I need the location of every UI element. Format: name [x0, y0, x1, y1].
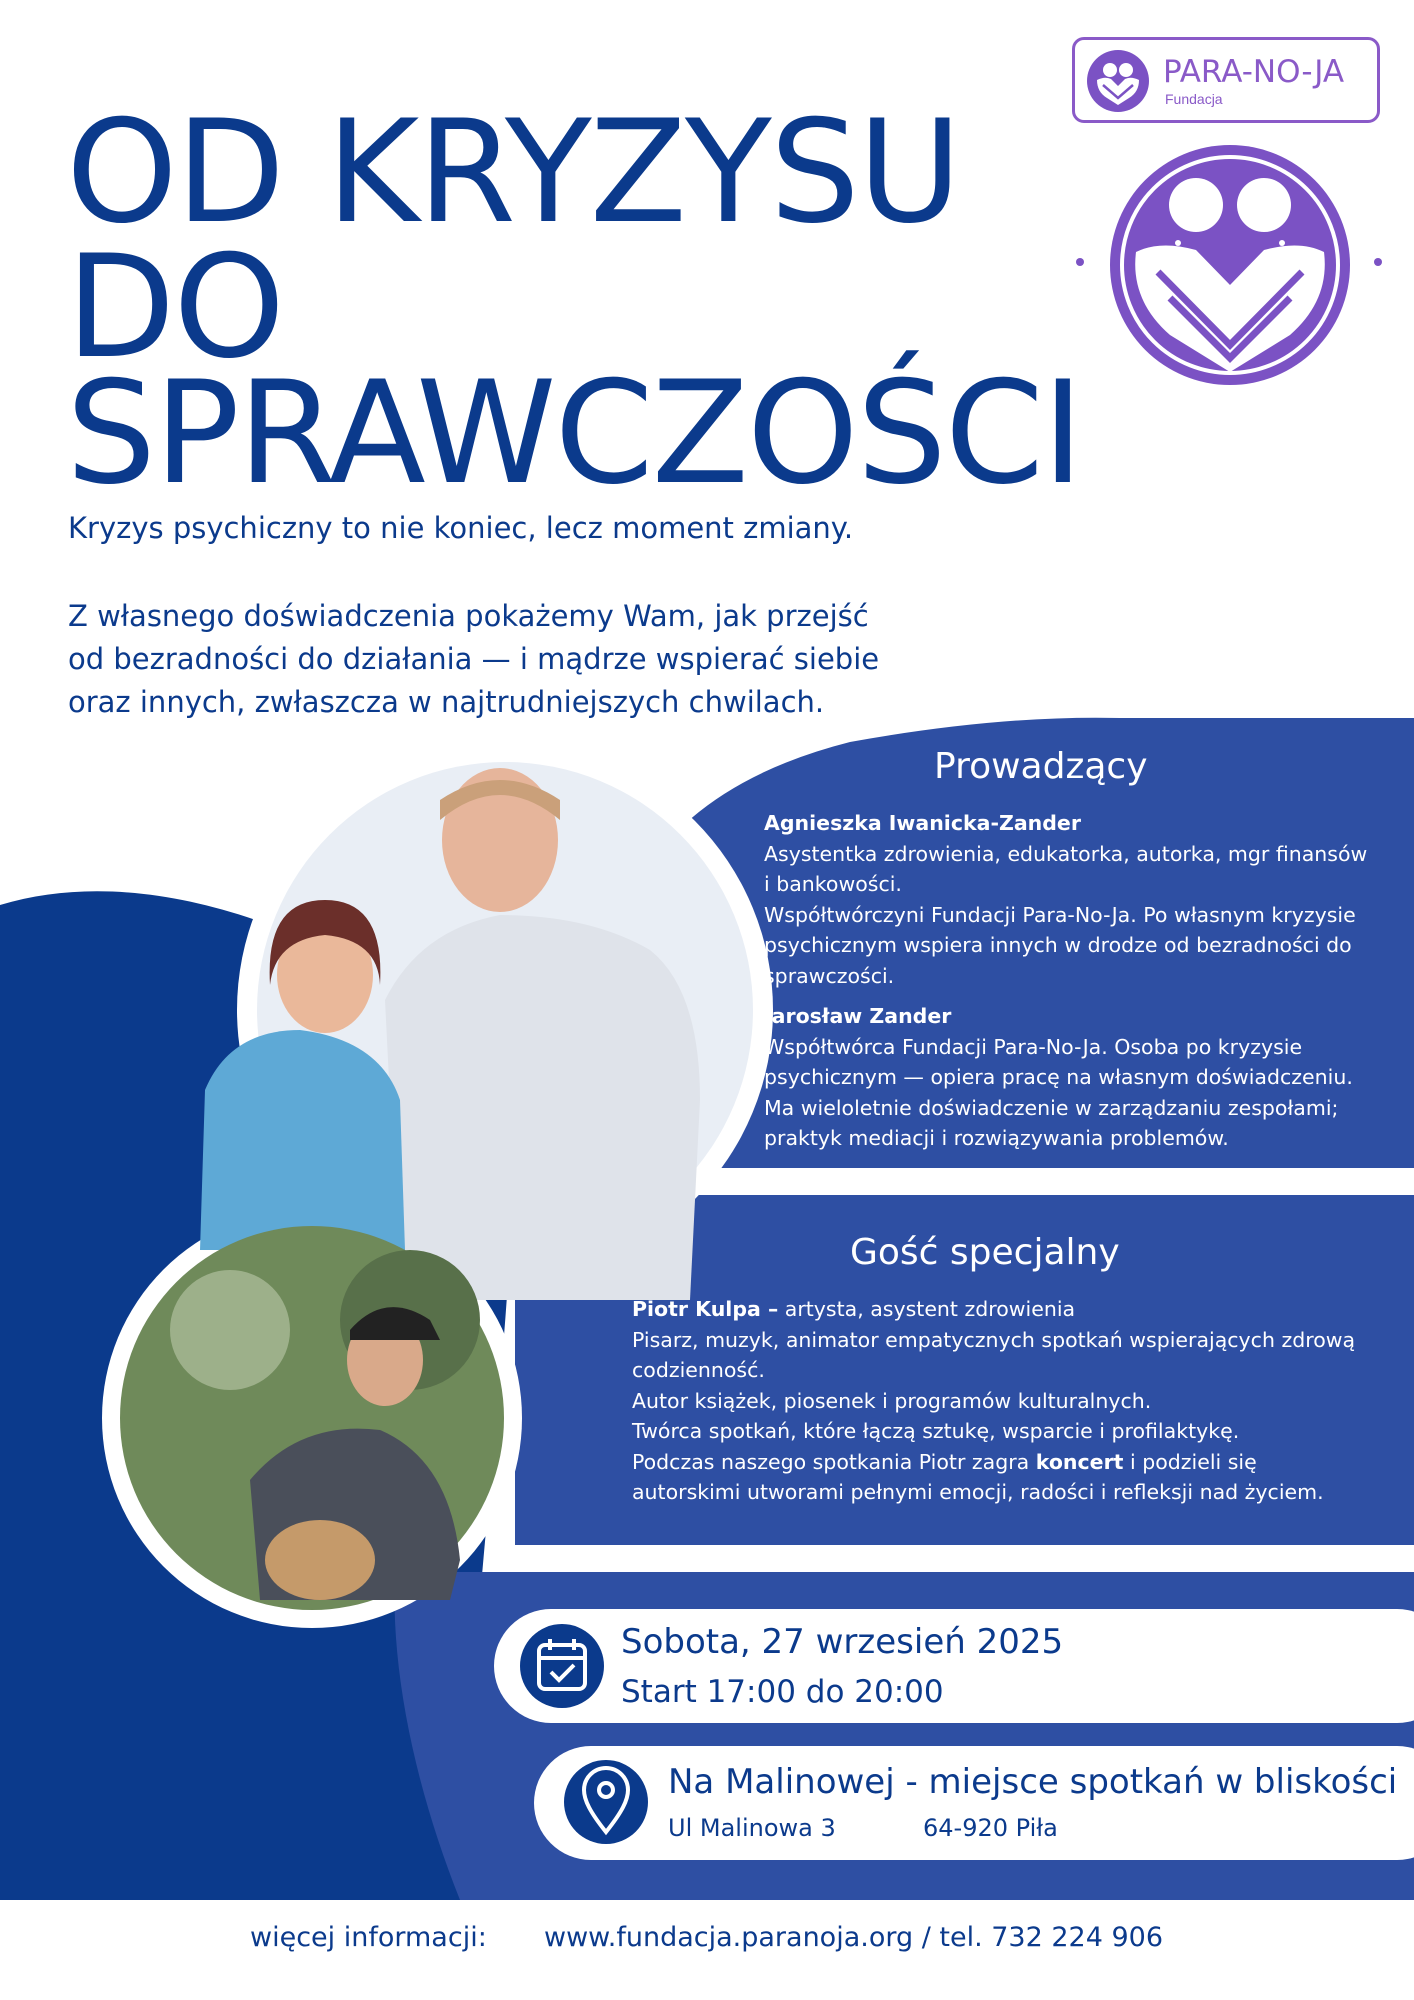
venue-street: Ul Malinowa 3 — [668, 1814, 836, 1842]
title-line-3: SPRAWCZOŚCI — [66, 351, 1082, 516]
host-2-name: Jarosław Zander — [764, 1004, 952, 1028]
intro-body: Z własnego doświadczenia pokażemy Wam, jak przejść od bezradności do działania — i mądrze wspierać siebie oraz innych, zwłaszcza w najtrudniejszych chwilach. — [68, 599, 880, 719]
hosts-photo — [200, 762, 753, 1300]
foundation-heart-hands-icon — [1085, 48, 1151, 114]
intro-lead: Kryzys psychiczny to nie koniec, lecz moment zmiany. — [68, 511, 854, 545]
venue-city: 64-920 Piła — [923, 1814, 1058, 1842]
guest-heading: Gość specjalny — [850, 1232, 1120, 1273]
foundation-emblem — [1076, 145, 1382, 385]
footer-label: więcej informacji: — [250, 1922, 487, 1953]
logo-badge[interactable] — [1072, 37, 1380, 123]
venue-name: Na Malinowej - miejsce spotkań w bliskości — [668, 1762, 1398, 1802]
event-date: Sobota, 27 wrzesień 2025 — [621, 1622, 1064, 1662]
logo-brand: PARA-NO-JA — [1163, 54, 1345, 90]
guest-photo — [120, 1226, 504, 1610]
title-line-2: DO — [66, 225, 284, 390]
event-time: Start 17:00 do 20:00 — [621, 1674, 944, 1710]
footer-contact[interactable]: www.fundacja.paranoja.org / tel. 732 224 906 — [544, 1922, 1164, 1953]
hosts-text: Agnieszka Iwanicka-Zander Asystentka zdrowienia, edukatorka, autorka, mgr finansów i bankowości. Współtwórczyni Fundacji Para-No-Ja. Po własnym kryzysie psychicznym wspiera innych w drodze od bezradności do sprawczości. Jarosław Zander Współtwórca Fundacji Para-No-Ja. Osoba po kryzysie psychicznym — opiera pracę na własnym doświadczeniu. Ma wieloletnie doświadczenie w zarządzaniu zespołami; praktyk mediacji i rozwiązywania problemów. — [764, 808, 1367, 1154]
guest-name: Piotr Kulpa – — [632, 1297, 779, 1321]
hosts-heading: Prowadzący — [934, 746, 1148, 787]
guest-text: Piotr Kulpa – artysta, asystent zdrowienia Pisarz, muzyk, animator empatycznych spotkań wspierających zdrową codzienność. Autor książek, piosenek i programów kulturalnych. Twórca spotkań, które łączą sztukę, wsparcie i profilaktykę. Podczas naszego spotkania Piotr zagra koncert i podzieli się autorskimi utworami pełnymi emocji, radości i refleksji nad życiem. — [632, 1297, 1356, 1504]
host-1-name: Agnieszka Iwanicka-Zander — [764, 811, 1081, 835]
map-pin-icon — [564, 1760, 648, 1844]
calendar-check-icon — [520, 1624, 604, 1708]
title-line-1: OD KRYZYSU — [66, 90, 960, 255]
logo-subtitle: Fundacja — [1165, 91, 1223, 107]
